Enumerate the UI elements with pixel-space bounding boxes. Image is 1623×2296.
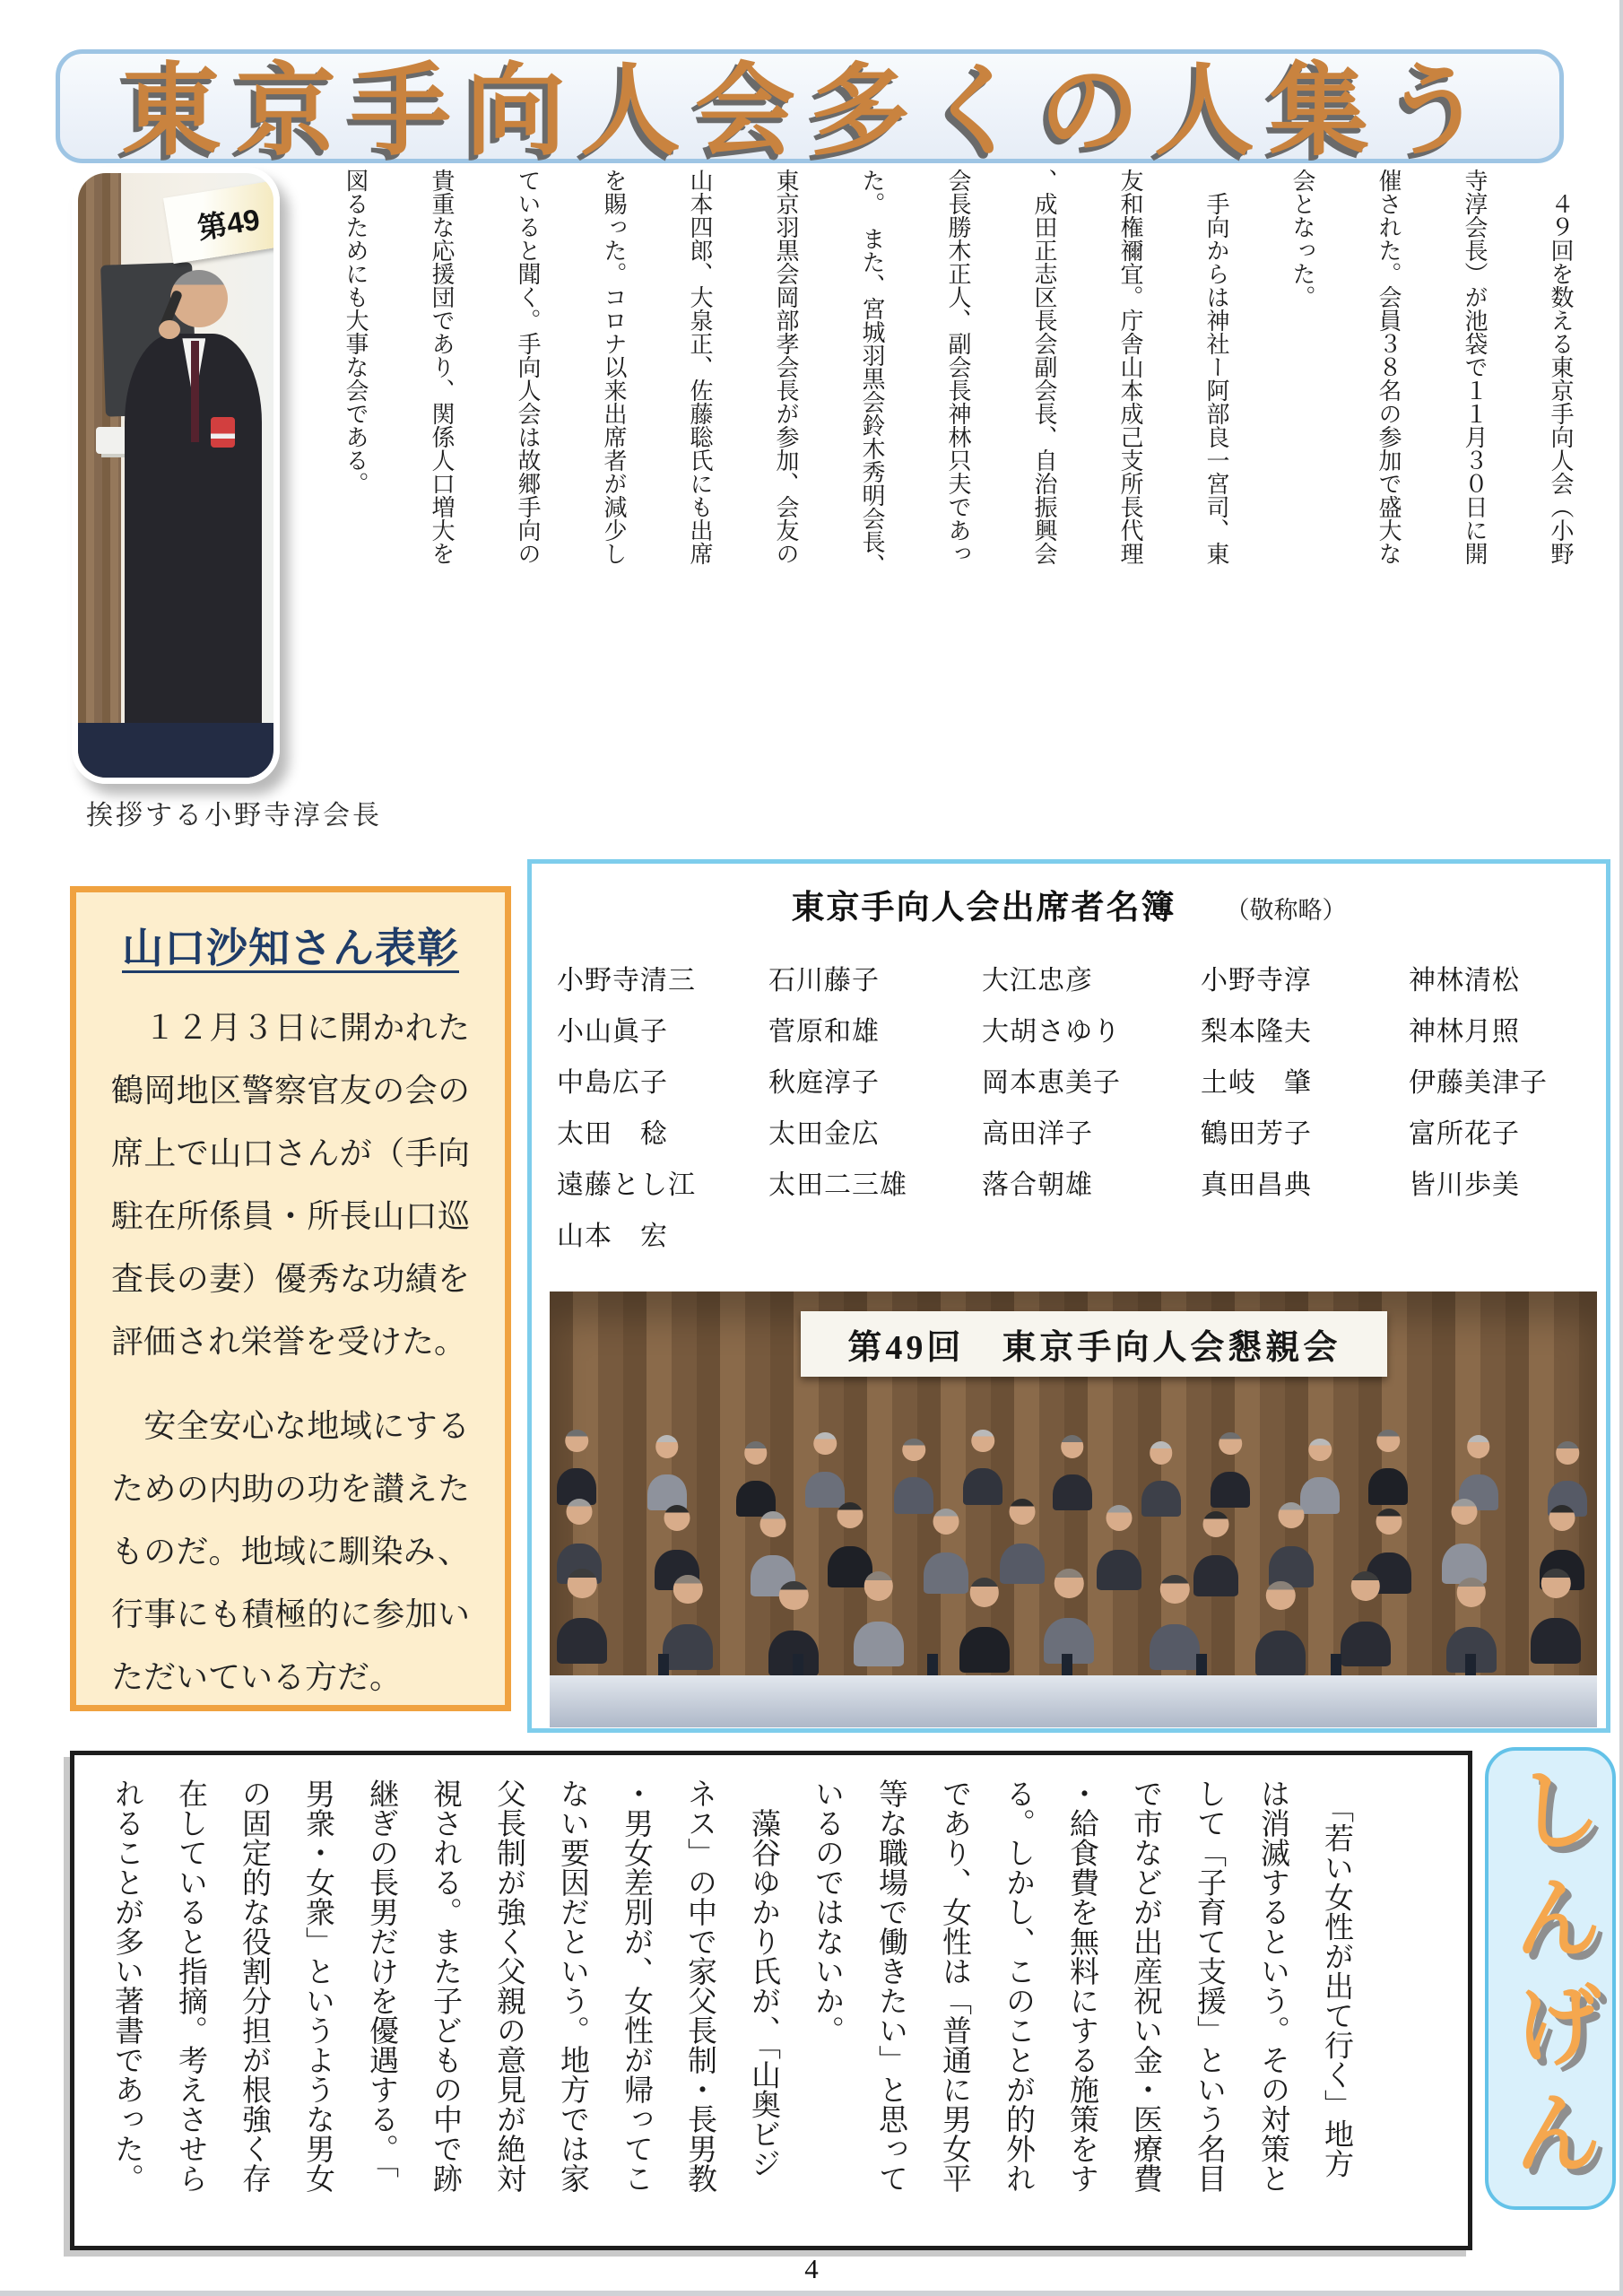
editorial-column: の固定的な役割分担が根強く存: [238, 1779, 270, 2193]
shingen-title-box: [1485, 1747, 1616, 2210]
editorial-column: であり、女性は「普通に男女平: [938, 1779, 970, 2193]
editorial-column: 在していると指摘。考えさせら: [174, 1779, 206, 2193]
speaker-tie: [191, 341, 199, 442]
editorial-column: は消滅するという。その対策と: [1256, 1779, 1289, 2193]
event-sign: [163, 179, 280, 264]
crowd-person: [1442, 1499, 1487, 1584]
attendee-list-header: [532, 880, 1606, 928]
crowd-person: [736, 1441, 776, 1517]
editorial-column: ネス」の中で家父長制・長男教: [683, 1779, 716, 2193]
editorial-column: れることが多い著書であった。: [110, 1779, 143, 2193]
attendee-name: 中島広子: [557, 1067, 668, 1098]
event-sign-label: 第49: [195, 202, 263, 245]
attendee-row: [557, 1156, 1606, 1207]
attendee-name: 梨本隆夫: [1201, 1016, 1312, 1047]
attendee-name: 岡本恵美子: [982, 1067, 1121, 1098]
editorial-column: 継ぎの長男だけを優遇する。「: [365, 1779, 397, 2179]
article-column: ていると聞く。手向人会は故郷手向の: [515, 169, 541, 565]
attendee-name: 富所花子: [1409, 1118, 1520, 1149]
article-column: 会となった。: [1289, 169, 1315, 309]
attendee-name: 落合朝雄: [982, 1170, 1093, 1200]
editorial-article: [92, 1779, 1367, 2225]
crowd-person: [557, 1569, 607, 1664]
crowd-person: [963, 1430, 1002, 1505]
editorial-column: 等な職場で働きたい」と思って: [874, 1779, 907, 2193]
attendee-name: 伊藤美津子: [1409, 1067, 1548, 1098]
attendee-name: 太田金広: [768, 1118, 880, 1149]
attendee-row: [557, 1054, 1606, 1105]
article-column: 、成田正志区長会副会長、自治振興会: [1031, 169, 1057, 565]
crowd-person: [1044, 1569, 1094, 1664]
attendee-name: 大江忠彦: [982, 965, 1093, 996]
editorial-column: 「若い女性が出て行く」地方: [1320, 1779, 1352, 2179]
crowd-person: [1053, 1435, 1092, 1510]
editorial-column: ・給食費を無料にする施策をす: [1065, 1779, 1098, 2193]
curtain-backdrop: [78, 173, 121, 778]
attendee-name: 真田昌典: [1201, 1170, 1312, 1200]
article-column: た。 また、宮城羽黒会鈴木秀明会長、: [859, 169, 885, 577]
editorial-box: [70, 1751, 1472, 2250]
speaker-photo: [72, 167, 280, 784]
attendee-list-box: [527, 859, 1610, 1733]
title-banner: [56, 49, 1564, 167]
attendee-name: 小野寺淳: [1201, 965, 1312, 996]
group-photo-table: [550, 1675, 1597, 1727]
crowd-person: [894, 1439, 933, 1514]
photo-caption: 挨拶する小野寺淳会長: [86, 801, 382, 831]
shingen-title: しんげん: [1500, 1763, 1601, 2194]
crowd-person: [805, 1432, 845, 1508]
article-column: 寺淳会長）が池袋で１１月３０日に開: [1462, 169, 1488, 565]
article-column: 友和権禰宜。庁舎山本成己支所長代理: [1117, 169, 1143, 565]
article-column: ４９回を数える東京手向人会（小野: [1548, 169, 1574, 565]
article-column: 図るためにも大事な会である。: [343, 169, 369, 495]
award-box: [70, 886, 511, 1711]
crowd-person: [557, 1430, 596, 1505]
attendee-name: 神林月照: [1409, 1016, 1520, 1047]
attendee-name: 皆川歩美: [1409, 1170, 1520, 1200]
crowd-person: [1211, 1432, 1250, 1508]
article-column: 貴重な応援団であり、関係人口増大を: [429, 169, 455, 565]
attendee-name: 山本 宏: [557, 1221, 668, 1251]
attendee-names: [557, 952, 1606, 1258]
crowd-person: [1097, 1505, 1141, 1590]
attendee-name: 神林清松: [1409, 965, 1520, 996]
article-column: 東京羽黒会岡部孝会長が参加、会友の: [773, 169, 799, 565]
page-number: 4: [804, 2253, 819, 2284]
editorial-column: 視される。また子どもの中で跡: [429, 1779, 461, 2193]
crowd-person: [1269, 1502, 1314, 1587]
crowd-person: [854, 1571, 904, 1666]
article-column: 手向からは神社ー阿部良一宮司、東: [1203, 169, 1229, 565]
editorial-column: 藻谷ゆかり氏が、「山奥ビジ: [747, 1779, 779, 2179]
crowd-person: [1141, 1441, 1181, 1517]
attendee-name: 小野寺清三: [557, 965, 696, 996]
ribbon-rosette: [211, 417, 235, 448]
crowd-person: [647, 1435, 687, 1510]
attendee-name: 高田洋子: [982, 1118, 1093, 1149]
attendee-name: 鶴田芳子: [1201, 1118, 1312, 1149]
attendee-name: 石川藤子: [768, 965, 880, 996]
page-title: 東京手向人会多くの人集う: [121, 55, 1498, 167]
group-photo: [550, 1292, 1597, 1727]
attendee-name: 太田二三雄: [768, 1170, 907, 1200]
editorial-column: 父長制が強く父親の意見が絶対: [492, 1779, 525, 2193]
award-paragraph: １２月３日に開かれた鶴岡地区警察官友の会の席上で山口さんが（手向駐在所係員・所長山口巡査長の妻）優秀な功績を評価され栄誉を受けた。: [111, 1010, 470, 1360]
editorial-column: して「子育て支援」という名目: [1193, 1779, 1225, 2193]
crowd-person: [1341, 1571, 1391, 1666]
attendee-row: [557, 1003, 1606, 1054]
editorial-column: ない要因だという。地方では家: [556, 1779, 588, 2193]
crowd-person: [1368, 1430, 1408, 1505]
speaker-figure: [125, 270, 262, 778]
attendee-row: [557, 1207, 1606, 1258]
editorial-column: ・男女差別が、女性が帰ってこ: [620, 1779, 652, 2193]
crowd-person: [1000, 1499, 1045, 1584]
attendee-name: 土岐 肇: [1201, 1067, 1312, 1098]
table-cloth: [78, 723, 273, 778]
attendee-name: 太田 稔: [557, 1118, 668, 1149]
attendee-name: 菅原和雄: [768, 1016, 880, 1047]
attendee-list-note: （敬称略）: [1225, 897, 1347, 924]
group-photo-banner-text: 第49回 東京手向人会懇親会: [847, 1328, 1341, 1367]
award-paragraphs: [76, 996, 505, 1709]
attendee-name: 秋庭淳子: [768, 1067, 880, 1098]
attendee-name: 遠藤とし江: [557, 1170, 696, 1200]
group-photo-banner: [801, 1311, 1387, 1377]
editorial-column: いるのではないか。: [811, 1779, 843, 2045]
attendee-name: 小山眞子: [557, 1016, 668, 1047]
crowd-person: [1193, 1511, 1238, 1596]
crowd-person: [1531, 1569, 1581, 1664]
editorial-column: る。しかし、このことが的外れ: [1002, 1779, 1034, 2193]
attendee-list-title: 東京手向人会出席者名簿: [791, 889, 1176, 926]
article-column: 催された。会員３８名の参加で盛大な: [1376, 169, 1402, 565]
attendee-row: [557, 1105, 1606, 1156]
attendee-name: 大胡さゆり: [982, 1016, 1121, 1047]
award-paragraph: 安全安心な地域にするための内助の功を讃えたものだ。地域に馴染み、行事にも積極的に参加いただいている方だ。: [111, 1408, 470, 1695]
lead-article: [296, 169, 1603, 617]
editorial-column: で市などが出産祝い金・医療費: [1129, 1779, 1161, 2193]
award-heading: 山口沙知さん表彰: [122, 926, 459, 971]
article-column: 山本四郎、大泉正、佐藤聡氏にも出席: [687, 169, 713, 565]
article-column: を賜った。コロナ以来出席者が減少し: [601, 169, 627, 565]
article-column: 会長勝木正人、副会長神林只夫であっ: [945, 169, 971, 565]
attendee-row: [557, 952, 1606, 1003]
editorial-column: 男衆・女衆」というような男女: [301, 1779, 334, 2193]
